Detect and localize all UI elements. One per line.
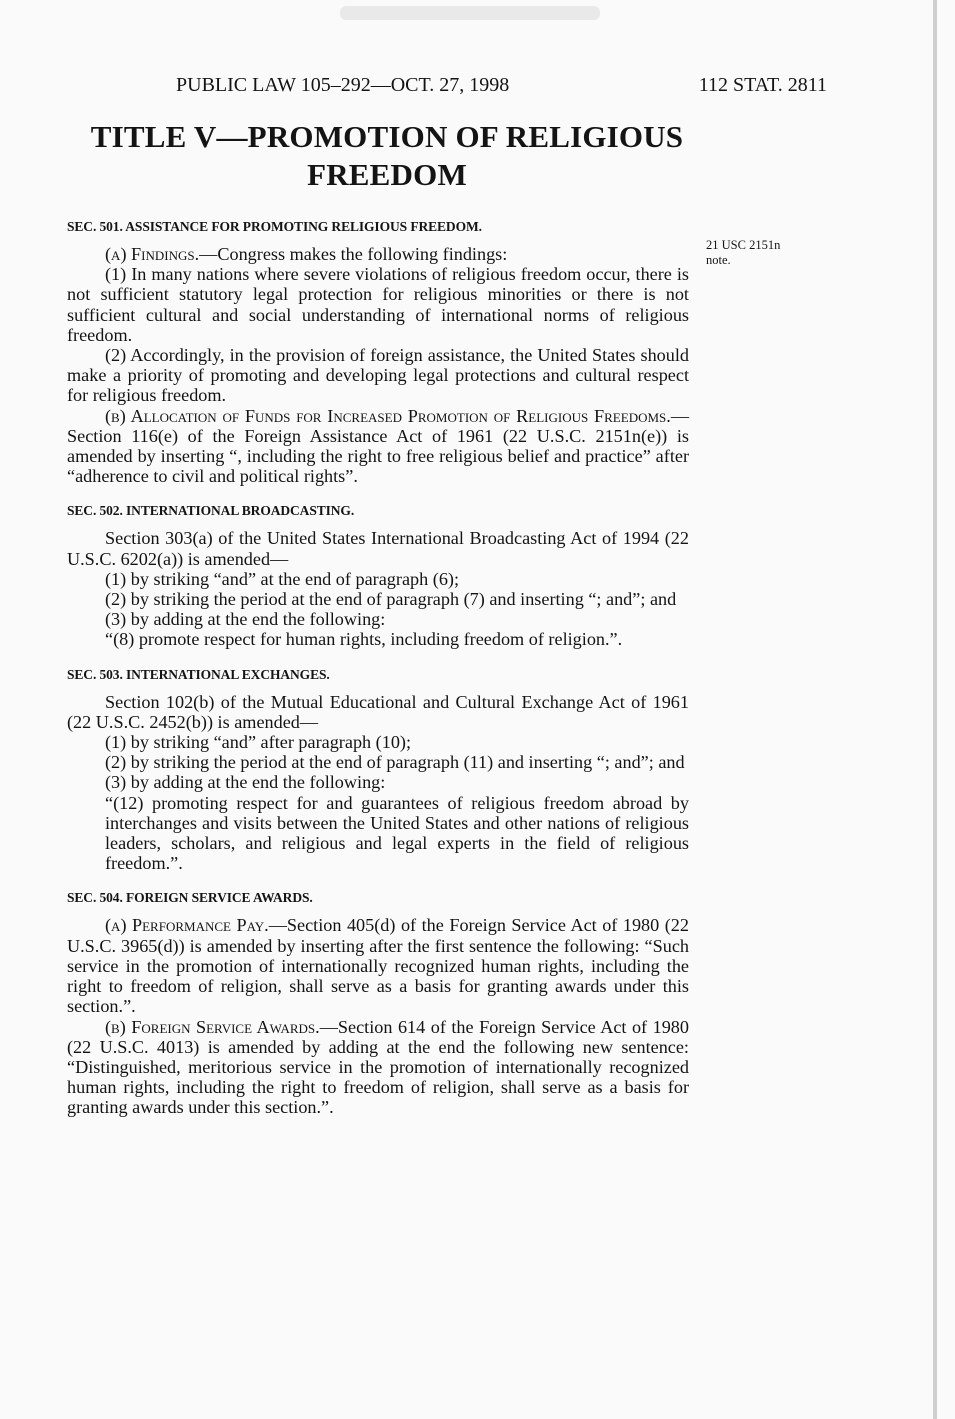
margin-note-citation: 21 USC 2151n bbox=[706, 238, 781, 252]
subsection-text: —Section 116(e) of the Foreign Assistance Act of 1961 (22 U.S.C. 2151n(e)) is amended by inserting “, including the right to free religious belief and practice” after “adherence to civil and political rights”. bbox=[67, 405, 689, 487]
section-501-heading: SEC. 501. ASSISTANCE FOR PROMOTING RELIGIOUS FREEDOM. bbox=[67, 219, 482, 234]
subsection-label: (b) Allocation of Funds for Increased Promotion of Religious Freedoms. bbox=[105, 405, 671, 426]
body-text bbox=[67, 218, 689, 1118]
margin-note-label: note. bbox=[706, 253, 731, 267]
section-503-item-2: (2) by striking the period at the end of paragraph (11) and inserting “; and”; and bbox=[105, 752, 685, 773]
subsection-text: —Congress makes the following findings: bbox=[199, 244, 508, 264]
scan-bleed-through bbox=[340, 6, 600, 20]
section-502-heading: SEC. 502. INTERNATIONAL BROADCASTING. bbox=[67, 503, 355, 519]
section-504-heading: SEC. 504. FOREIGN SERVICE AWARDS. bbox=[67, 890, 313, 906]
section-503-heading: SEC. 503. INTERNATIONAL EXCHANGES. bbox=[67, 666, 330, 682]
public-law-citation: PUBLIC LAW 105–292—OCT. 27, 1998 bbox=[176, 74, 510, 96]
section-501-a bbox=[67, 244, 689, 264]
scan-page-edge bbox=[933, 0, 937, 1419]
subsection-text: —Section 405(d) of the Foreign Service Act of 1980 (22 U.S.C. 3965(d)) is amended by inserting after the first sentence the following: “Such service in the promotion of internationally recognized human rights, including the right to freedom of religion, shall serve as a basis for granting awards under this section.”. bbox=[67, 915, 689, 1017]
section-501-b bbox=[67, 406, 689, 487]
subsection-label: (a) Findings. bbox=[105, 244, 200, 264]
subsection-text: —Section 614 of the Foreign Service Act of 1980 (22 U.S.C. 4013) is amended by adding at the end the following new sentence: “Distinguished, meritorious service in the promotion of internationally recognized human rights, including the right to freedom of religion, shall serve as a basis for granting awards under this section.”. bbox=[67, 1016, 689, 1118]
margin-note bbox=[706, 238, 780, 268]
section-502-item-2: (2) by striking the period at the end of paragraph (7) and inserting “; and”; and bbox=[105, 589, 677, 610]
section-501-a2: (2) Accordingly, in the provision of foreign assistance, the United States should make a priority of promoting and developing legal protections and cultural respect for religious freedom. bbox=[67, 345, 689, 406]
section-504-b bbox=[67, 1017, 689, 1118]
title-line-1: TITLE V—PROMOTION OF RELIGIOUS bbox=[90, 119, 684, 154]
title-heading bbox=[67, 118, 707, 194]
section-502-intro: Section 303(a) of the United States International Broadcasting Act of 1994 (22 U.S.C. 6202(a)) is amended— bbox=[67, 528, 689, 569]
section-503-item-3: (3) by adding at the end the following: bbox=[105, 772, 386, 793]
section-503-intro: Section 102(b) of the Mutual Educational and Cultural Exchange Act of 1961 (22 U.S.C. 2452(b)) is amended— bbox=[67, 691, 689, 732]
section-503-quote: “(12) promoting respect for and guarantees of religious freedom abroad by interchanges and visits between the United States and other nations of religious leaders, scholars, and religious and legal experts in the field of religious freedom.”. bbox=[105, 792, 689, 874]
section-502-quote: “(8) promote respect for human rights, including freedom of religion.”. bbox=[105, 629, 623, 650]
section-502-item-3: (3) by adding at the end the following: bbox=[105, 609, 386, 630]
section-502-item-1: (1) by striking “and” at the end of paragraph (6); bbox=[105, 568, 460, 589]
document-page bbox=[67, 70, 827, 1118]
subsection-label: (b) Foreign Service Awards. bbox=[105, 1016, 320, 1037]
running-header bbox=[67, 70, 827, 102]
section-501-a1: (1) In many nations where severe violations of religious freedom occur, there is not sufficient statutory legal protection for religious minorities or there is not sufficient cultural and social understanding of international norms of religious freedom. bbox=[67, 264, 689, 345]
section-504-a bbox=[67, 915, 689, 1016]
title-line-2: FREEDOM bbox=[307, 157, 467, 192]
subsection-label: (a) Performance Pay. bbox=[105, 915, 269, 936]
section-503-item-1: (1) by striking “and” after paragraph (10); bbox=[105, 732, 412, 753]
statute-page-number: 112 STAT. 2811 bbox=[698, 74, 827, 96]
